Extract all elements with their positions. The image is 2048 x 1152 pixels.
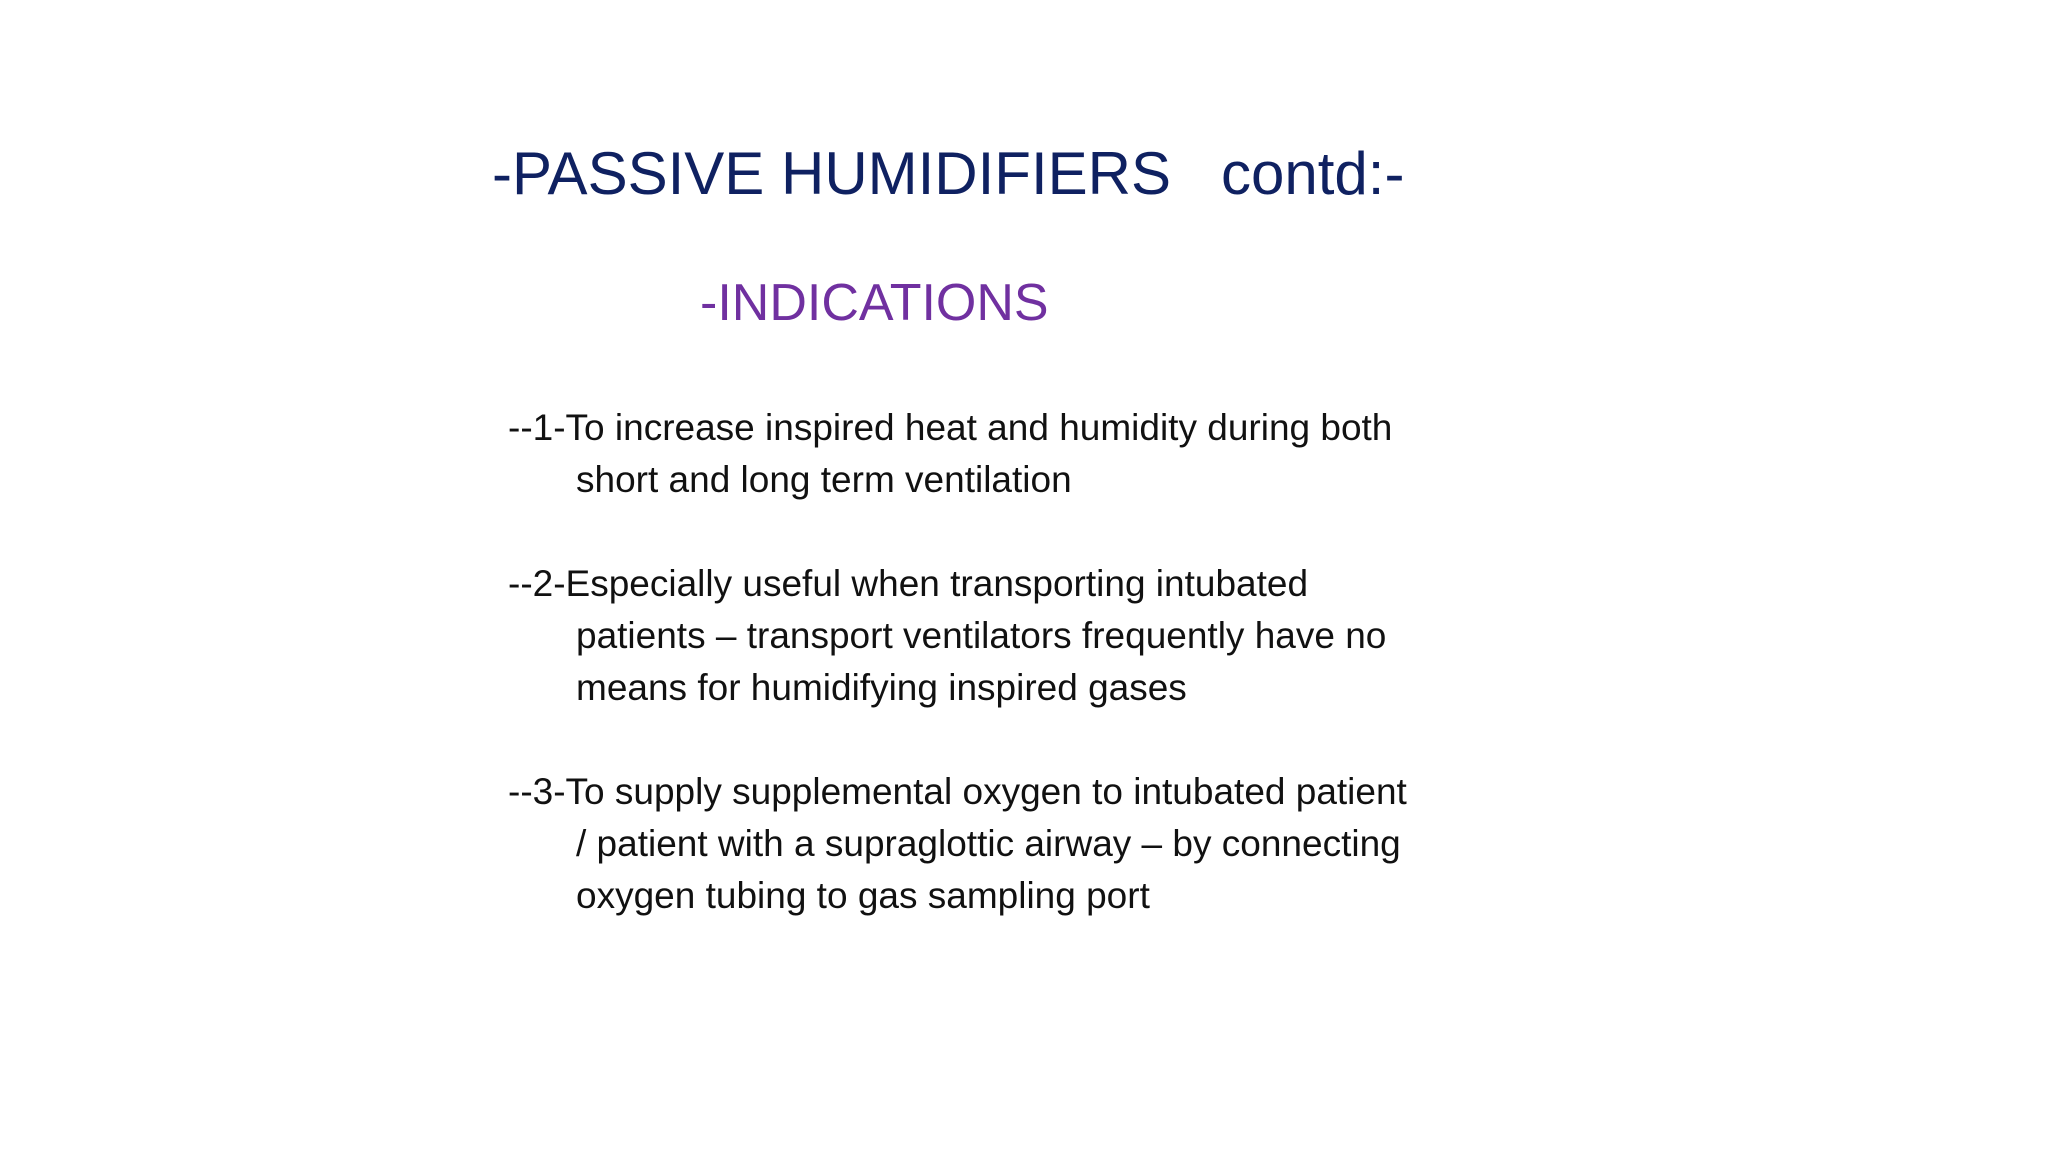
indications-list: [508, 402, 1408, 974]
list-item: --2-Especially useful when transporting intubated patients – transport ventilators frequently have no means for humidifying inspired gases: [508, 563, 1387, 708]
slide-title: -PASSIVE HUMIDIFIERS contd:-: [492, 140, 1405, 207]
list-item: --3-To supply supplemental oxygen to intubated patient / patient with a supraglottic airway – by connecting oxygen tubing to gas sampling port: [508, 771, 1407, 916]
list-item: --1-To increase inspired heat and humidity during both short and long term ventilation: [508, 407, 1393, 500]
slide-subtitle: -INDICATIONS: [700, 274, 1049, 332]
